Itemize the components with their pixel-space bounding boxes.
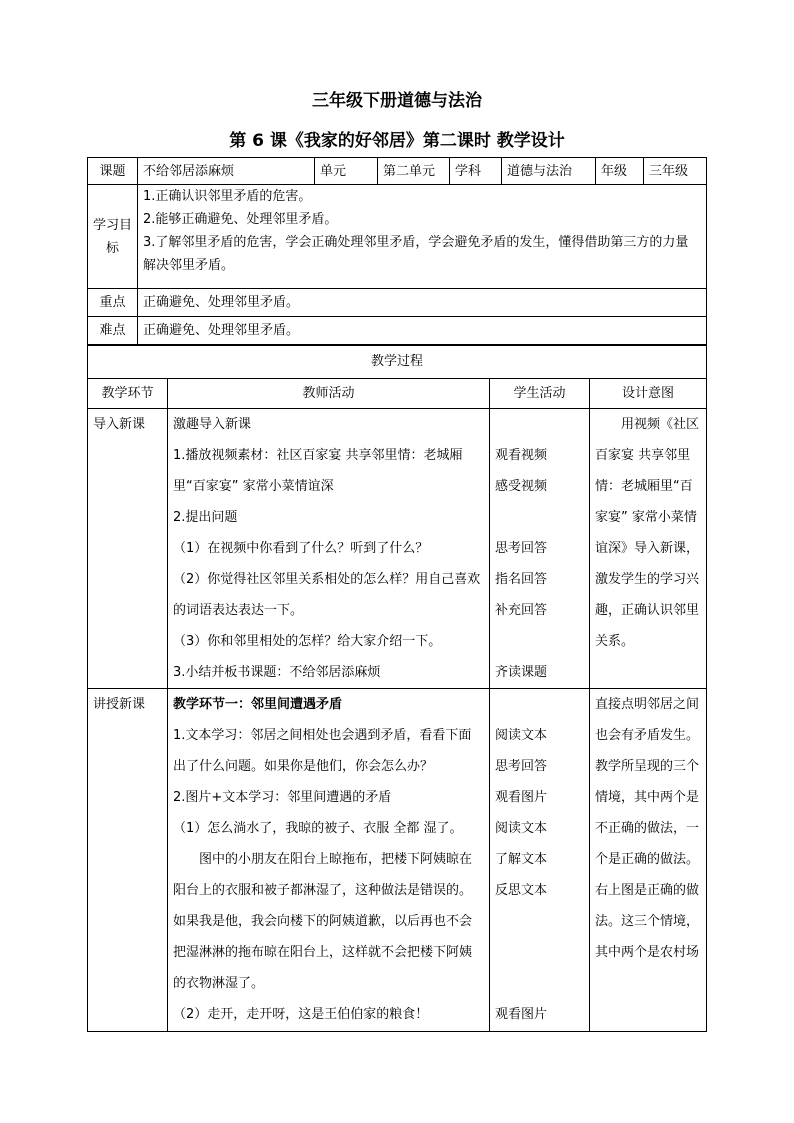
student-line: 观看图片 [495,1007,548,1022]
subject-value: 道德与法治 [502,158,596,185]
teacher-line: 1.文本学习：邻居之间相处也会遇到矛盾，看看下面出了什么问题。如果你是他们，你会怎么办？ [173,728,472,774]
student-line: 阅读文本 [495,728,548,743]
stage-name: 讲授新课 [88,689,168,1032]
stage-name: 导入新课 [88,409,168,689]
col-header-student: 学生活动 [490,379,590,409]
goals-label [88,185,138,289]
student-line: 反思文本 [495,883,548,898]
student-line [495,626,584,657]
teacher-line: 2.提出问题 [173,510,238,525]
student-line [495,906,584,937]
difficulty-label: 难点 [88,317,138,345]
goals-label-text: 学习目标 [93,217,133,256]
student-line [495,502,584,533]
student-line: 了解文本 [495,852,548,867]
student-line: 思考回答 [495,759,548,774]
teacher-line: 2.图片+文本学习：邻里间遭遇的矛盾 [173,790,392,805]
process-table [87,345,707,1032]
teacher-line: 激趣导入新课 [173,417,252,432]
student-activity [490,689,590,1032]
goal-item: 2.能够正确避免、处理邻里矛盾。 [143,212,338,227]
student-line: 补充回答 [495,603,548,618]
goals-cell [138,185,707,289]
student-line: 感受视频 [495,479,548,494]
student-line: 思考回答 [495,541,548,556]
goal-item: 3.了解邻里矛盾的危害，学会正确处理邻里矛盾，学会避免矛盾的发生，懂得借助第三方的力量解决邻里矛盾。 [143,235,689,273]
design-intent: 直接点明邻居之间也会有矛盾发生。教学所呈现的三个情境，其中两个是不正确的做法，一个是正确的做法。右上图是正确的做法。这三个情境，其中两个是农村场 [590,689,707,1032]
teacher-line: 图中的小朋友在阳台上晾拖布，把楼下阿姨晾在阳台上的衣服和被子都淋湿了，这种做法是错误的。如果我是他，我会向楼下的阿姨道歉，以后再也不会把湿淋淋的拖布晾在阳台上，这样就不会把楼下阿姨的衣物淋湿了。 [173,852,473,991]
unit-value: 第二单元 [378,158,450,185]
teacher-line: 3.小结并板书课题：不给邻居添麻烦 [173,665,381,680]
student-activity [490,409,590,689]
student-line: 阅读文本 [495,821,548,836]
document-title: 三年级下册道德与法治 [312,91,482,111]
teacher-activity [168,689,490,1032]
teacher-activity [168,409,490,689]
grade-label: 年级 [596,158,644,185]
teacher-line: （1）在视频中你看到了什么？听到了什么？ [173,541,429,556]
student-line: 观看视频 [495,448,548,463]
grade-value: 三年级 [644,158,707,185]
subject-label: 学科 [450,158,502,185]
student-line [495,968,584,999]
key-label: 重点 [88,289,138,317]
student-line: 观看图片 [495,790,548,805]
topic-label: 课题 [88,158,138,185]
design-intent: 用视频《社区百家宴 共享邻里情：老城厢里“百家宴” 家常小菜情谊深》导入新课，激发学生的学习兴趣，正确认识邻里关系。 [590,409,707,689]
student-line [495,937,584,968]
teacher-line: （1）怎么淌水了，我晾的被子、衣服 全都 湿了。 [173,821,463,836]
topic-value: 不给邻居添麻烦 [138,158,315,185]
key-value: 正确避免、处理邻里矛盾。 [138,289,707,317]
teacher-line: （2）走开，走开呀，这是王伯伯家的粮食！ [173,1007,429,1022]
col-header-design: 设计意图 [590,379,707,409]
col-header-stage: 教学环节 [88,379,168,409]
teacher-line: （3）你和邻里相处的怎样？给大家介绍一下。 [173,634,442,649]
process-heading: 教学过程 [88,346,707,379]
teacher-line: （2）你觉得社区邻里关系相处的怎么样？用自己喜欢的词语表达表达一下。 [173,572,481,618]
student-line [495,689,584,720]
col-header-teacher: 教师活动 [168,379,490,409]
unit-label: 单元 [315,158,378,185]
info-table [87,157,707,345]
student-line [495,409,584,440]
student-line: 指名回答 [495,572,548,587]
teacher-line: 教学环节一：邻里间遭遇矛盾 [173,697,343,712]
goal-item: 1.正确认识邻里矛盾的危害。 [143,189,312,204]
teacher-line: 1.播放视频素材：社区百家宴 共享邻里情：老城厢里“百家宴” 家常小菜情谊深 [173,448,463,494]
difficulty-value: 正确避免、处理邻里矛盾。 [138,317,707,345]
student-line: 齐读课题 [495,665,548,680]
document-subtitle: 第 6 课《我家的好邻居》第二课时 教学设计 [229,131,565,151]
